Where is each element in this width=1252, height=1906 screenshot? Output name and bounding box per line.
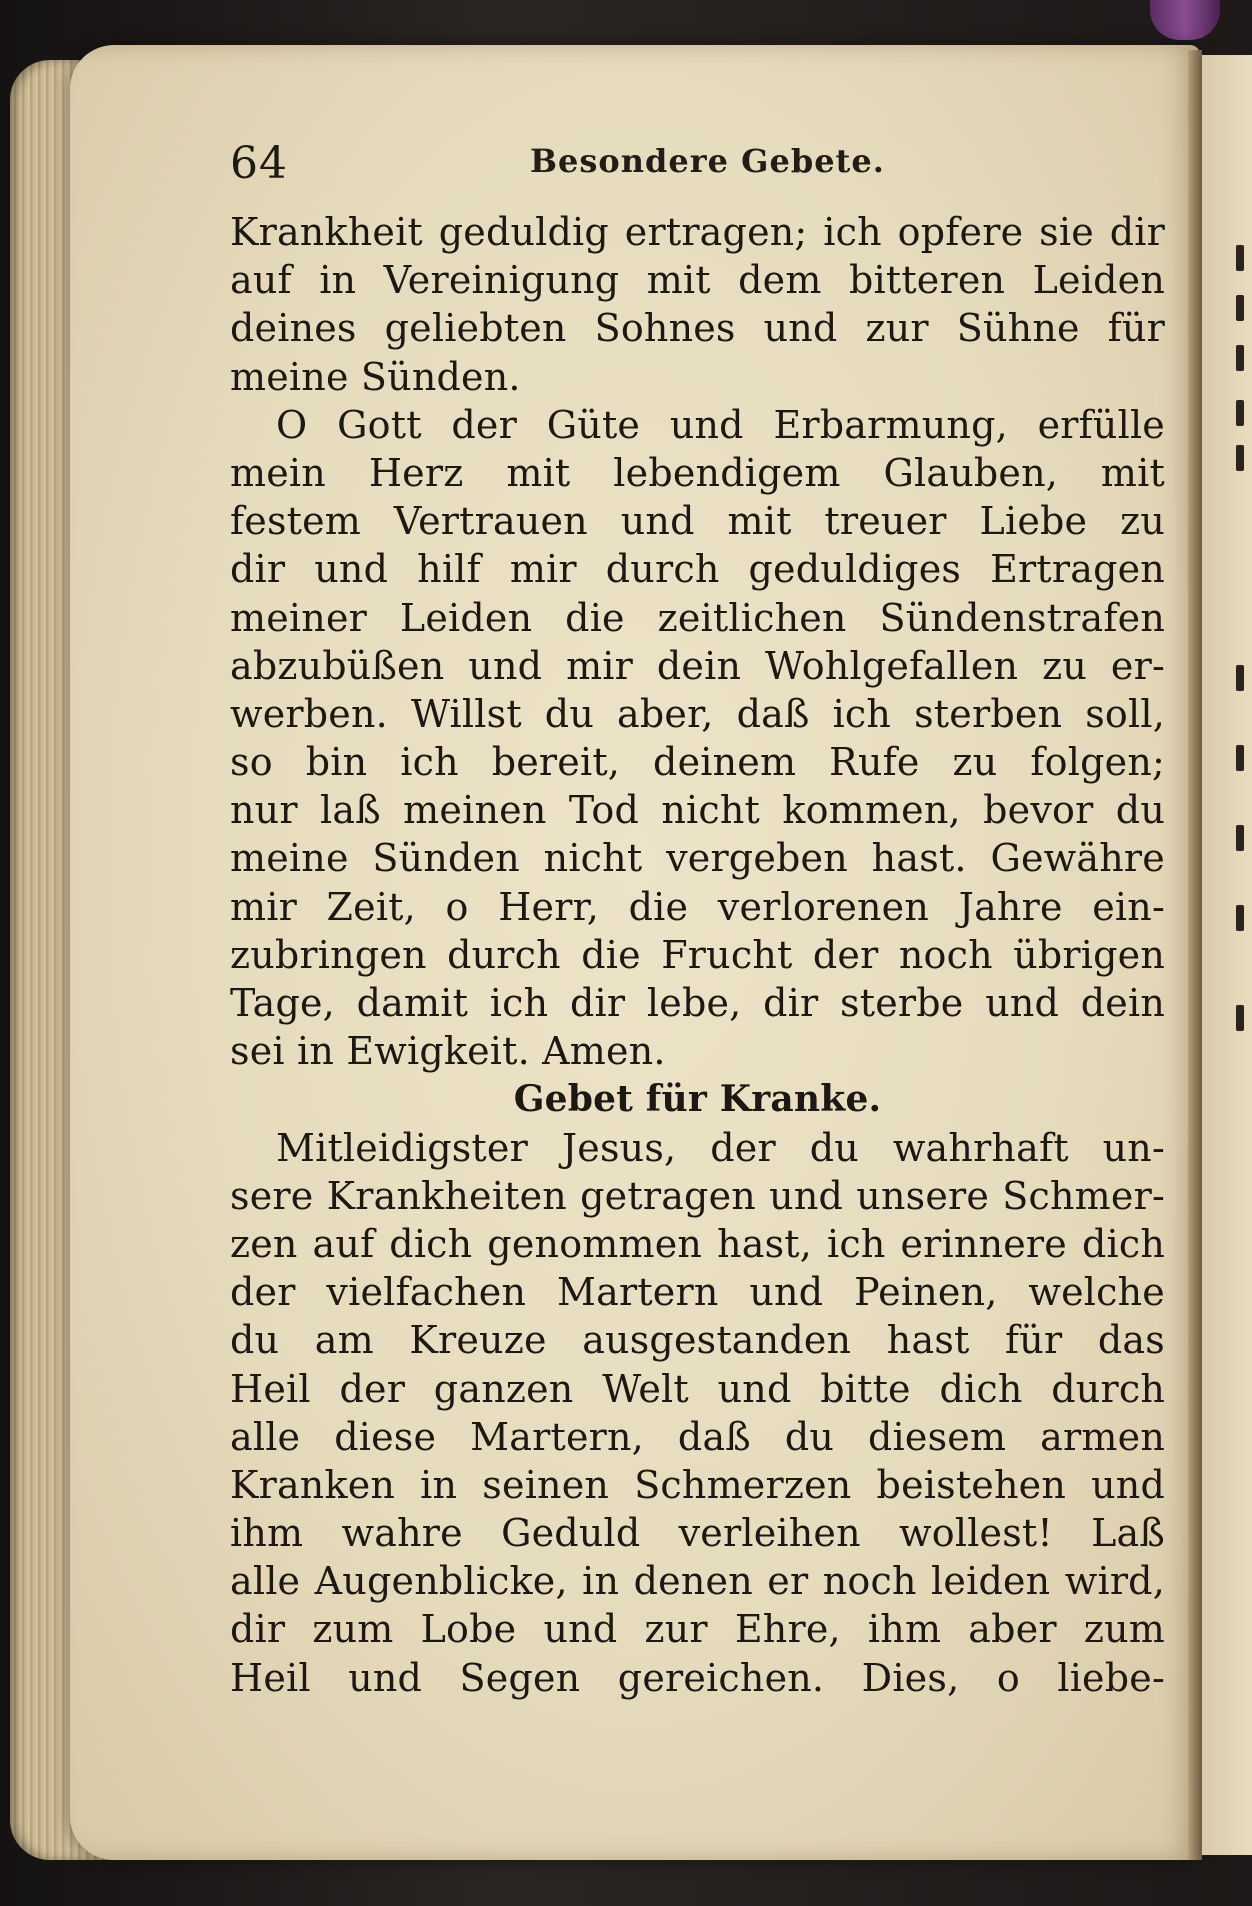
text-line: Kranken in seinen Schmerzen beistehen und — [230, 1462, 1165, 1507]
text-line: Tage, damit ich dir lebe, dir sterbe und dein — [230, 981, 1165, 1025]
text-line: zubringen durch die Frucht der noch übrigen — [230, 932, 1165, 977]
text-line: zen auf dich genommen hast, ich erinnere dich — [230, 1221, 1165, 1266]
text-line: deines geliebten Sohnes und zur Sühne für — [230, 306, 1165, 351]
text-line: auf in Vereinigung mit dem bitteren Leiden — [230, 258, 1165, 303]
text-line: mein Herz mit lebendigem Glauben, mit — [230, 450, 1165, 495]
text-line: meine Sünden nicht vergeben hast. Gewähre — [230, 836, 1165, 881]
text-line: werben. Willst du aber, daß ich sterben soll, — [230, 691, 1165, 736]
text-line: mir Zeit, o Herr, die verlorenen Jahre ein- — [230, 884, 1165, 929]
text-line: sere Krankheiten getragen und unsere Schmer- — [230, 1173, 1165, 1218]
text-line: Heil der ganzen Welt und bitte dich durch — [230, 1366, 1165, 1411]
book-gutter — [1188, 50, 1202, 1860]
text-line: meine Sünden. — [230, 354, 521, 399]
text-line: dir zum Lobe und zur Ehre, ihm aber zum — [230, 1607, 1165, 1652]
facing-page-edge — [1202, 55, 1252, 1855]
text-line: abzubüßen und mir dein Wohlgefallen zu er- — [230, 643, 1165, 688]
body-text — [230, 208, 1165, 1702]
text-line: alle diese Martern, daß du diesem armen — [230, 1414, 1165, 1459]
text-line: sei in Ewigkeit. Amen. — [230, 1029, 666, 1074]
text-line: Krankheit geduldig ertragen; ich opfere sie dir — [230, 210, 1165, 254]
text-line: du am Kreuze ausgestanden hast für das — [230, 1318, 1165, 1363]
text-line: dir und hilf mir durch geduldiges Ertragen — [230, 547, 1165, 592]
text-line: Mitleidigster Jesus, der du wahrhaft un- — [276, 1125, 1165, 1170]
page-number: 64 — [230, 138, 288, 189]
text-line: O Gott der Güte und Erbarmung, erfülle — [276, 402, 1165, 447]
text-line: so bin ich bereit, deinem Rufe zu folgen; — [230, 740, 1165, 785]
text-line: ihm wahre Geduld verleihen wollest! Laß — [230, 1511, 1165, 1556]
text-line: der vielfachen Martern und Peinen, welche — [230, 1270, 1165, 1315]
text-line: Heil und Segen gereichen. Dies, o liebe- — [230, 1655, 1165, 1700]
text-line: alle Augenblicke, in denen er noch leiden wird, — [230, 1559, 1165, 1604]
running-head: Besondere Gebete. — [530, 142, 885, 180]
text-line: nur laß meinen Tod nicht kommen, bevor du — [230, 788, 1165, 833]
text-line: meiner Leiden die zeitlichen Sündenstrafen — [230, 595, 1165, 640]
text-line: festem Vertrauen und mit treuer Liebe zu — [230, 499, 1165, 544]
section-heading: Gebet für Kranke. — [513, 1078, 882, 1121]
page-header — [230, 138, 1165, 188]
